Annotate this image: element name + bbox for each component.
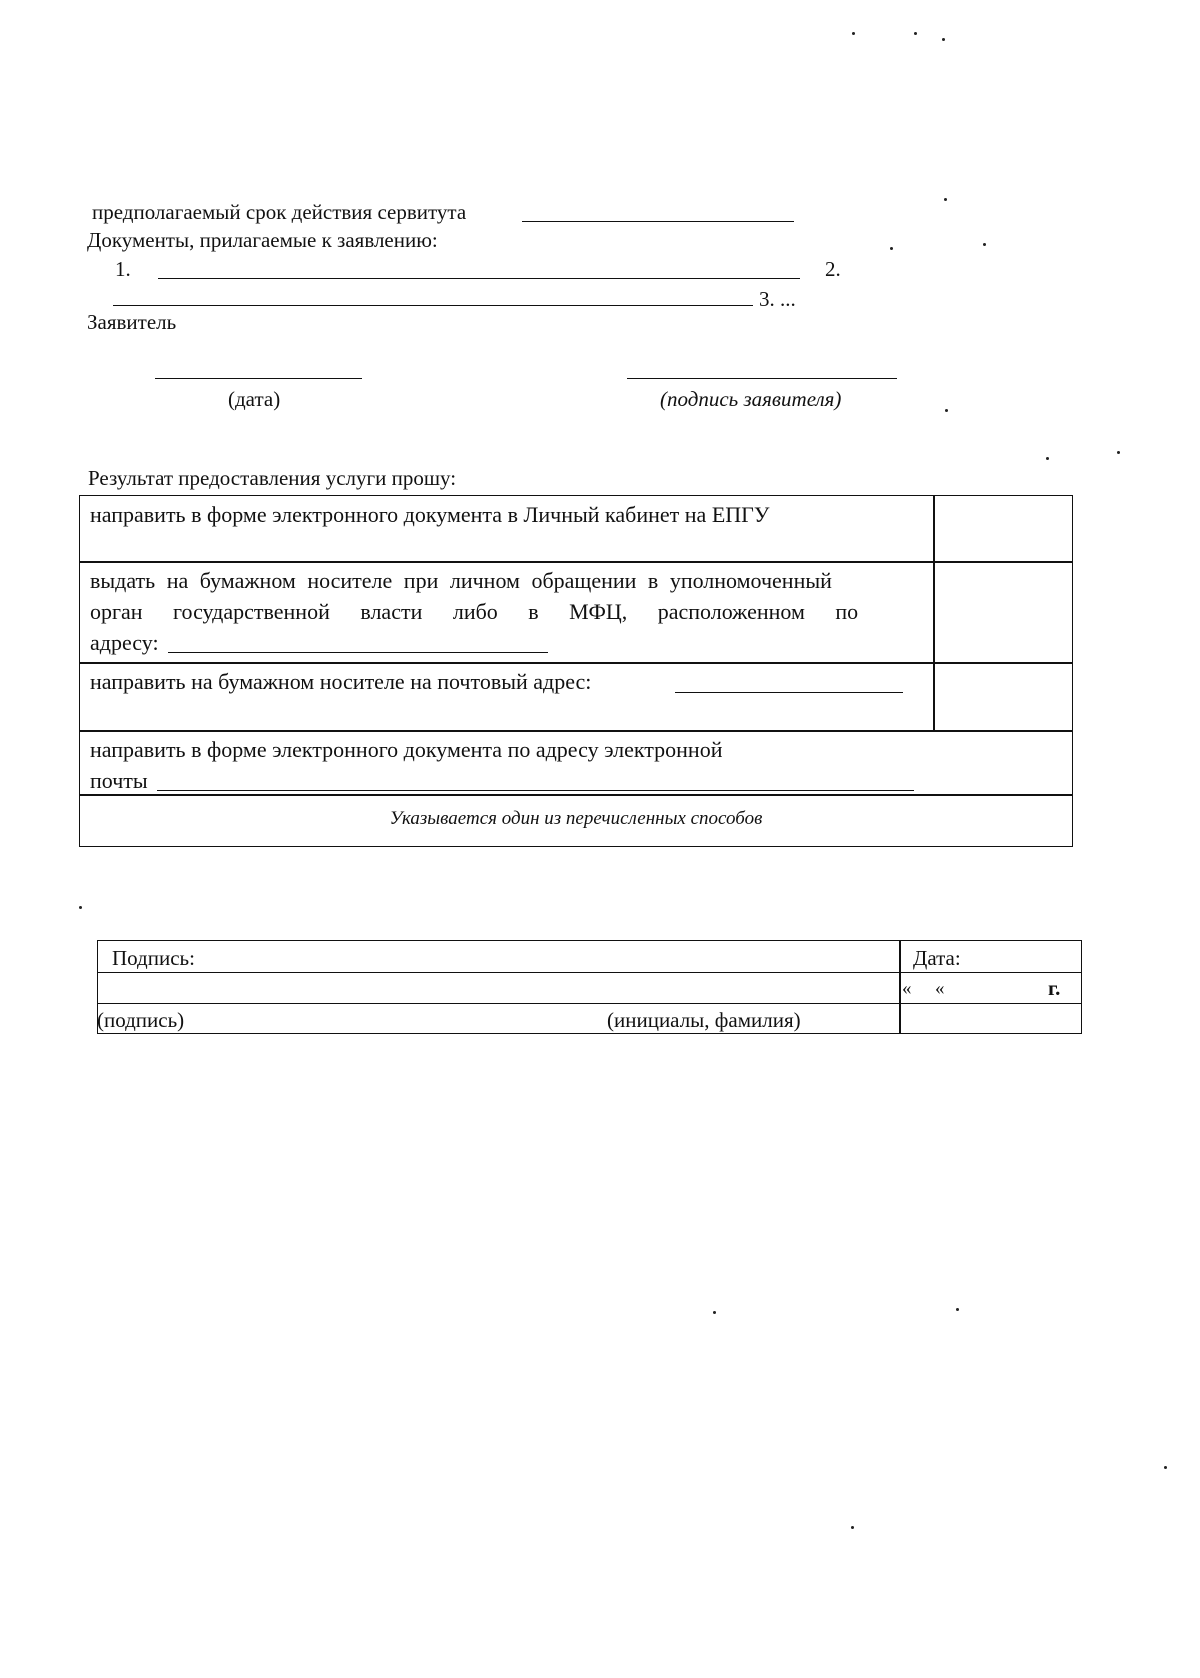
scan-speck (914, 32, 917, 35)
signature-caption: (подпись) (97, 1008, 185, 1032)
scan-speck (890, 247, 893, 250)
date-month-year-field[interactable] (952, 976, 1044, 1000)
scan-speck (851, 1526, 854, 1529)
servitude-term-label: предполагаемый срок действия сервитута (92, 200, 467, 224)
doc-item-3-number: 3. ... (759, 287, 796, 311)
result-note: Указывается один из перечисленных способов (389, 808, 763, 829)
option-2-line-1-text: выдать на бумажном носителе при личном обращении в уполномоченный (90, 568, 832, 593)
date-field[interactable] (155, 378, 362, 379)
date-caption: (дата) (228, 387, 281, 411)
applicant-signature-caption: (подпись заявителя) (660, 387, 842, 411)
doc-item-1-field[interactable] (158, 278, 800, 279)
signature-input-area[interactable] (99, 974, 897, 1002)
doc-item-1-number: 1. (115, 257, 131, 281)
scan-speck (713, 1311, 716, 1314)
option-3-postal-address-field[interactable] (675, 692, 903, 693)
scan-speck (983, 243, 986, 246)
date-quote-close: « (935, 978, 945, 999)
option-2-line-3: адресу: (90, 630, 159, 655)
scan-speck (852, 32, 855, 35)
scan-speck (1046, 457, 1049, 460)
documents-label: Документы, прилагаемые к заявлению: (87, 228, 438, 252)
result-heading: Результат предоставления услуги прошу: (88, 466, 457, 490)
scan-speck (1164, 1466, 1167, 1469)
option-3-text: направить на бумажном носителе на почтовый адрес: (90, 669, 592, 694)
option-1-checkbox[interactable] (933, 495, 1073, 563)
scan-speck (956, 1308, 959, 1311)
option-2-line-1 (90, 565, 925, 596)
option-4-line-2: почты (90, 768, 148, 793)
signature-row-divider-1 (97, 972, 1082, 973)
doc-item-2-field[interactable] (113, 305, 753, 306)
date-year-suffix: г. (1048, 976, 1061, 1000)
name-caption: (инициалы, фамилия) (607, 1008, 801, 1032)
date-day-field[interactable] (914, 976, 932, 1000)
option-4-line-1: направить в форме электронного документа по адресу электронной (90, 737, 723, 762)
doc-item-2-number: 2. (825, 257, 841, 281)
option-2-address-field[interactable] (168, 652, 548, 653)
signature-row-divider-2 (97, 1003, 1082, 1004)
scan-speck (945, 409, 948, 412)
date-label: Дата: (913, 946, 961, 970)
date-quote-open: « (902, 978, 912, 999)
option-3-checkbox[interactable] (933, 662, 1073, 732)
servitude-term-field[interactable] (522, 221, 794, 222)
scan-speck (944, 198, 947, 201)
applicant-label: Заявитель (87, 310, 177, 334)
applicant-signature-field[interactable] (627, 378, 897, 379)
scan-speck (79, 906, 82, 909)
option-4-email-field[interactable] (157, 790, 914, 791)
scan-speck (1117, 451, 1120, 454)
scan-speck (942, 38, 945, 41)
option-2-checkbox[interactable] (933, 561, 1073, 664)
option-2-line-2: орган государственной власти либо в МФЦ, расположенном по (90, 599, 859, 624)
option-1-text: направить в форме электронного документа в Личный кабинет на ЕПГУ (90, 502, 770, 527)
signature-label: Подпись: (112, 946, 195, 970)
